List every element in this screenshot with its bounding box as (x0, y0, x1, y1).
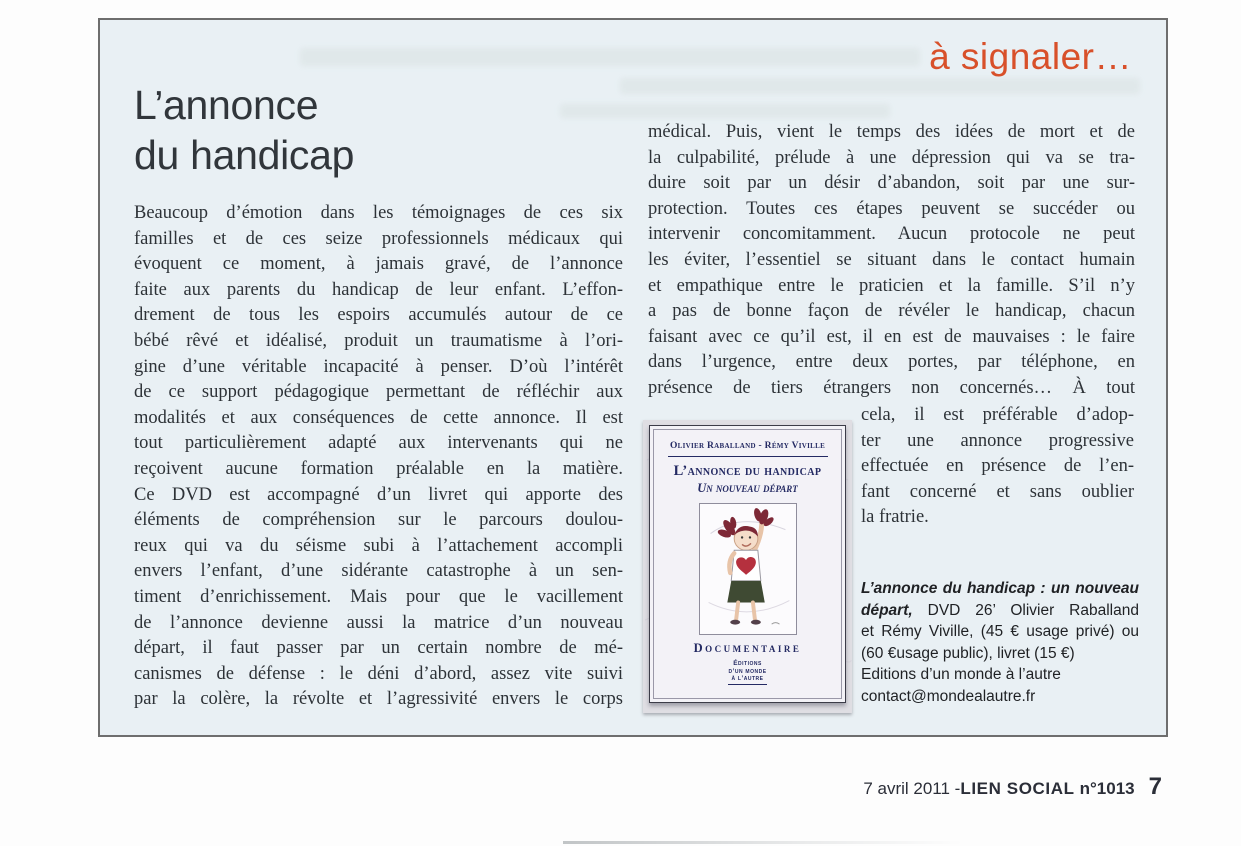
body-text-line: cela, il est préférable d’adop- (861, 405, 1134, 425)
body-text-line: Beaucoup d’émotion dans les témoignages de ces six (134, 203, 623, 223)
caption-line (861, 621, 1139, 643)
caption-text: et Rémy Viville, (45 € usage privé) ou (861, 623, 1139, 640)
publisher-line: Éditions (733, 660, 762, 667)
article-column-right-narrow (861, 403, 1134, 531)
body-text-line: dans l’urgence, entre deux portes, par téléphone, en (648, 352, 1135, 373)
body-text-line: la fratrie. (861, 507, 929, 528)
footer-page-number: 7 (1148, 773, 1162, 800)
body-text-line: modalités et aux conséquences de cette annonce. Il est (134, 407, 623, 428)
body-text-line: intervenir concomitamment. Aucun protocole ne peut (648, 224, 1135, 245)
caption-line (861, 578, 1139, 600)
body-text-line: éléments de compréhension sur le parcours doulou- (134, 510, 623, 531)
caption-title-bold: départ, (861, 601, 913, 619)
dvd-rule (668, 456, 828, 457)
dvd-publisher-logo (728, 660, 766, 685)
body-text-line: par la colère, la révolte et l’agressivité envers le corps (134, 689, 623, 710)
girl-with-heart-illustration (700, 504, 796, 634)
scan-edge-artifact (563, 841, 963, 844)
caption-title-bold: L’annonce du handicap : un nouveau (861, 580, 1139, 597)
caption-line (861, 643, 1139, 665)
caption-text: (60 €usage public), livret (15 €) (861, 644, 1075, 662)
body-text-line: reux qui va du séisme subi à l’attachement accompli (134, 535, 623, 556)
scan-bleed-artifact (620, 78, 1140, 94)
body-text-line: Ce DVD est accompagné d’un livret qui apporte des (134, 484, 623, 505)
caption-line (861, 686, 1139, 708)
body-text-line: gine d’une véritable incapacité à penser. D’où l’intérêt (134, 356, 623, 377)
dvd-cover (649, 425, 846, 703)
body-text-line: la culpabilité, prélude à une dépression qui va se tra- (648, 147, 1135, 168)
section-label: à signaler… (929, 36, 1132, 77)
dvd-cover-photo (643, 420, 852, 713)
caption-line (861, 664, 1139, 686)
body-text-line: a pas de bonne façon de révéler le handicap, chacun (648, 301, 1135, 322)
body-text-line: faite aux parents du handicap de leur enfant. L’effon- (134, 279, 623, 300)
body-text-line: timent d’enrichissement. Mais pour que le vacillement (134, 586, 623, 607)
caption-text: DVD 26’ Olivier Raballand (912, 601, 1139, 619)
article-title-line2: du handicap (134, 132, 355, 178)
body-text-line: envers l’enfant, d’une sidérante catastrophe à un sen- (134, 561, 623, 582)
body-text-line: de l’annonce devienne aussi la matrice d’un nouveau (134, 612, 623, 633)
body-text-line: médical. Puis, vient le temps des idées de mort et de (648, 122, 1135, 142)
scan-bleed-artifact (560, 104, 890, 118)
body-text-line: de ce support pédagogique permettant de réfléchir aux (134, 382, 623, 403)
body-text-line: les éviter, l’essentiel se situant dans le contact humain (648, 249, 1135, 270)
footer-magazine-name: LIEN SOCIAL (960, 779, 1075, 798)
body-text-line: fant concerné et sans oublier (861, 481, 1134, 502)
body-text-line: effectuée en présence de l’en- (861, 456, 1134, 477)
footer-date: 7 avril 2011 - (863, 779, 961, 798)
body-text-line: protection. Toutes ces étapes peuvent se succéder ou (648, 198, 1135, 219)
dvd-cover-inner-frame (653, 429, 842, 699)
caption-text: Editions d’un monde à l’autre (861, 666, 1061, 683)
body-text-line: et empathique entre le praticien et la famille. S’il n’y (648, 275, 1135, 296)
body-text-line: bébé rêvé et idéalisé, produit un traumatisme à l’ori- (134, 330, 623, 351)
page-footer (863, 773, 1162, 801)
caption-line (861, 600, 1139, 622)
dvd-caption (861, 578, 1139, 707)
article-column-right (648, 120, 1135, 402)
body-text-line: familles et de ces seize professionnels médicaux qui (134, 228, 623, 249)
footer-issue-number: n°1013 (1079, 779, 1135, 798)
article-column-left (134, 201, 623, 713)
body-text-line: duire soit par un désir d’abandon, soit par une sur- (648, 173, 1135, 194)
body-text-line: évoquent ce moment, à jamais gravé, de l’annonce (134, 254, 623, 275)
body-text-line: drement de tous les espoirs accumulés autour de ce (134, 305, 623, 326)
dvd-illustration (699, 503, 797, 635)
body-text-line: départ, il faut passer par un certain nombre de mé- (134, 638, 623, 659)
caption-email: contact@mondealautre.fr (861, 687, 1036, 705)
dvd-title: L’annonce du handicap (673, 463, 822, 479)
article-title-line1: L’annonce (134, 82, 319, 128)
publisher-line: à l’autre (731, 675, 764, 682)
body-text-line: faisant avec ce qu’il est, il en est de mauvaises : le faire (648, 326, 1135, 347)
dvd-genre: Documentaire (693, 641, 802, 655)
article-title (134, 80, 554, 180)
body-text-line: tout particulièrement adapté aux intervenants qui ne (134, 433, 623, 454)
body-text-line: canismes de défense : le déni d’abord, assez vite suivi (134, 663, 623, 684)
body-text-line: ter une annonce progressive (861, 430, 1134, 451)
body-text-line: reçoivent aucune formation préalable en la matière. (134, 458, 623, 479)
dvd-subtitle: Un nouveau départ (697, 481, 798, 495)
body-text-line: présence de tiers étrangers non concernés… À tout (648, 377, 1135, 398)
publisher-line: d’un monde (728, 667, 767, 675)
dvd-authors: Olivier Raballand - Rémy Viville (669, 441, 826, 451)
